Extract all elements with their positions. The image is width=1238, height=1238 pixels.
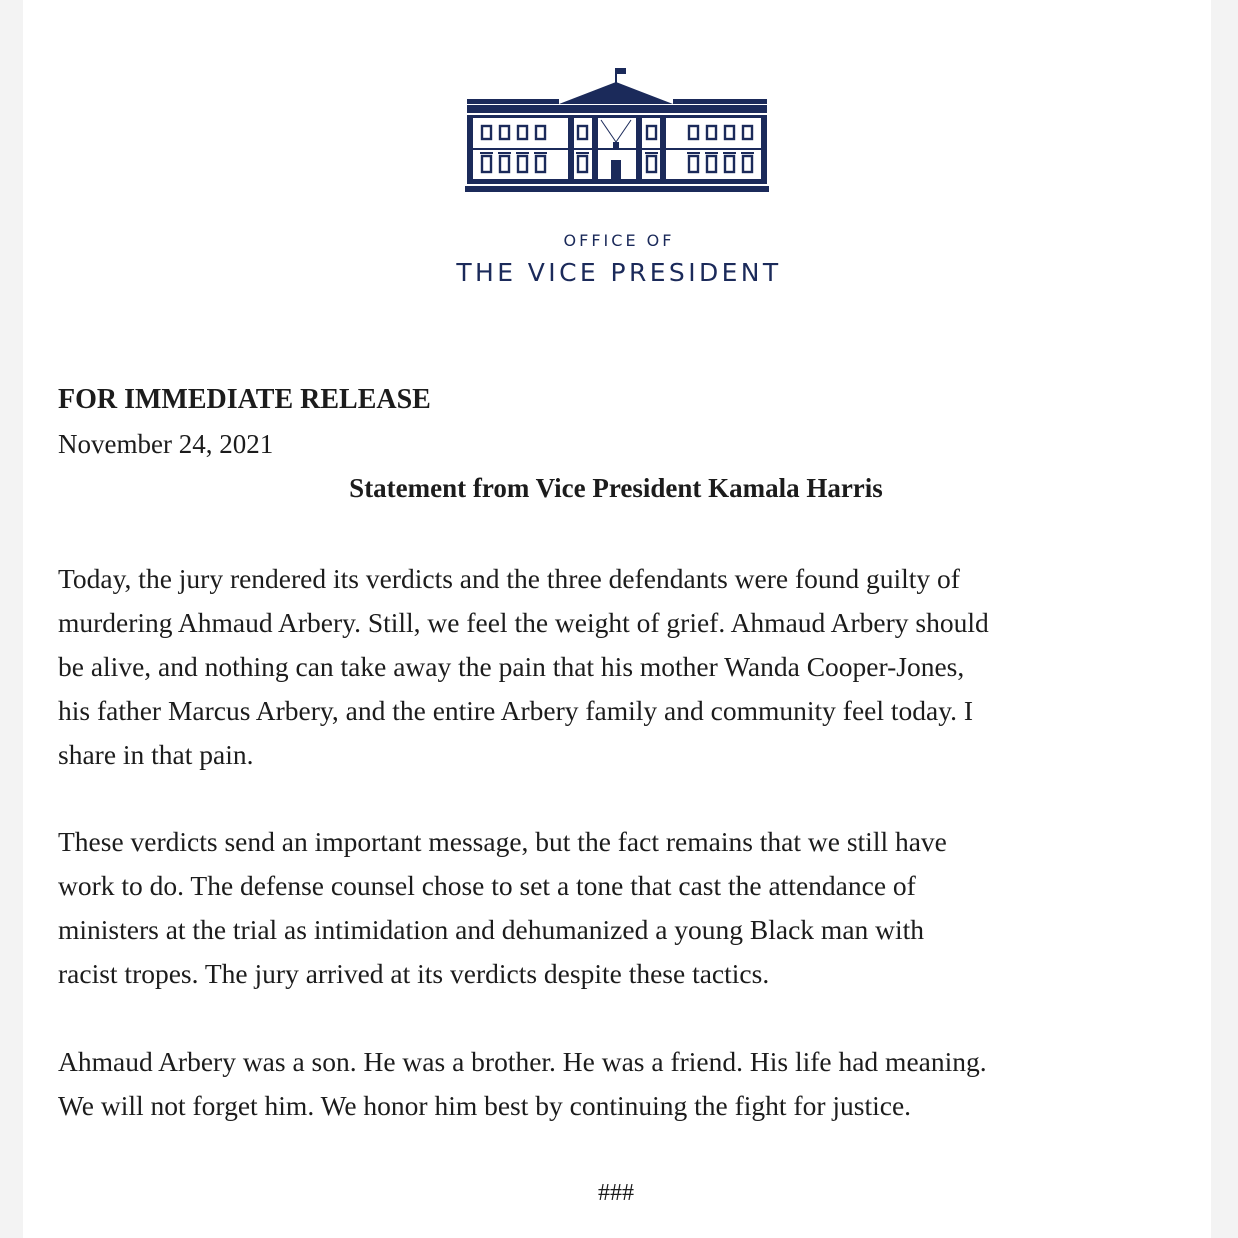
paragraph-line: These verdicts send an important message, but the fact remains that we still have [58, 826, 947, 857]
paragraph-2 [58, 820, 1178, 996]
paragraph-line: racist tropes. The jury arrived at its verdicts despite these tactics. [58, 958, 770, 989]
paragraph-line: We will not forget him. We honor him best by continuing the fight for justice. [58, 1090, 912, 1121]
white-house-icon [465, 62, 769, 198]
paragraph-line: work to do. The defense counsel chose to set a tone that cast the attendance of [58, 870, 916, 901]
paragraph-3 [58, 1040, 1178, 1128]
paragraph-line: be alive, and nothing can take away the pain that his mother Wanda Cooper-Jones, [58, 651, 965, 682]
paragraph-line: his father Marcus Arbery, and the entire Arbery family and community feel today. I [58, 695, 974, 726]
release-label: FOR IMMEDIATE RELEASE [58, 384, 431, 415]
paragraph-line: ministers at the trial as intimidation and dehumanized a young Black man with [58, 914, 925, 945]
office-title: THE VICE PRESIDENT [456, 258, 782, 287]
paragraph-line: share in that pain. [58, 739, 254, 770]
office-of-label: OFFICE OF [563, 231, 675, 250]
statement-heading: Statement from Vice President Kamala Harris [349, 473, 883, 503]
paragraph-1 [58, 557, 1178, 777]
paragraph-line: Ahmaud Arbery was a son. He was a brother. He was a friend. His life had meaning. [58, 1046, 987, 1077]
paragraph-line: murdering Ahmaud Arbery. Still, we feel the weight of grief. Ahmaud Arbery should [58, 607, 989, 638]
paragraph-line: Today, the jury rendered its verdicts and the three defendants were found guilty of [58, 563, 960, 594]
release-date: November 24, 2021 [58, 429, 274, 459]
end-mark: ### [598, 1180, 634, 1206]
